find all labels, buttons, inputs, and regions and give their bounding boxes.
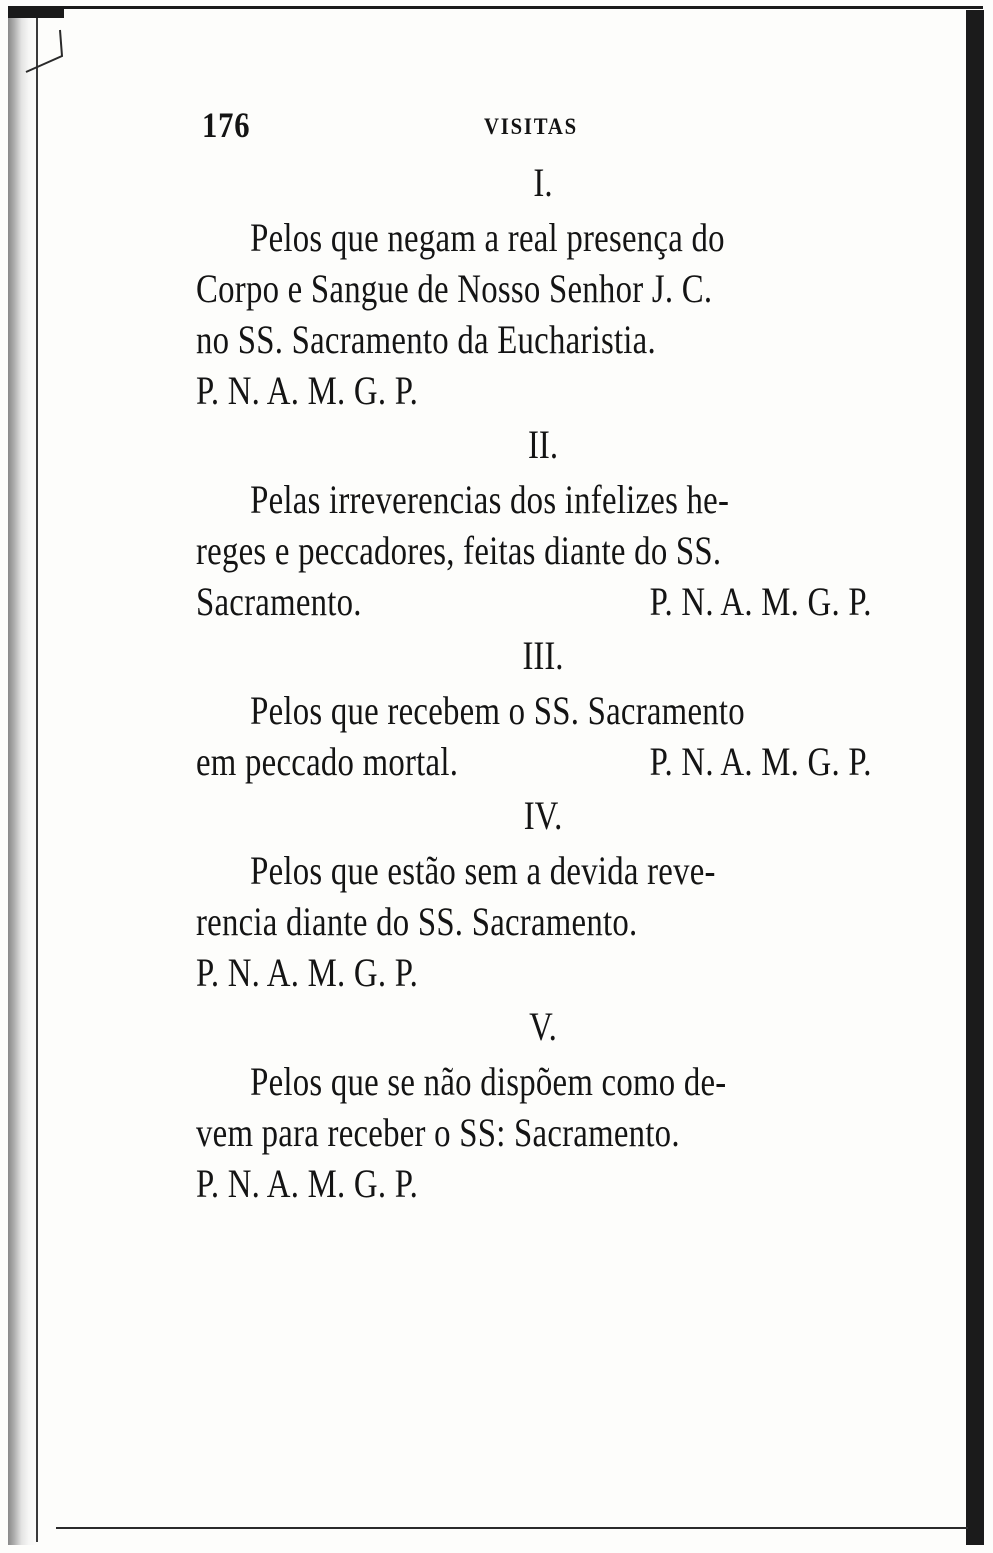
text-line-with-initials: [196, 576, 872, 627]
section-numeral: V.: [529, 1004, 557, 1049]
text-line: Pelos que negam a real presença do: [250, 215, 725, 260]
binding-shadow: [8, 10, 38, 1545]
section-text: [196, 845, 872, 998]
bottom-page-edge: [56, 1527, 968, 1529]
running-head: [196, 100, 872, 154]
text-line: vem para receber o SS: Sacramento.: [196, 1110, 680, 1155]
top-page-edge: [8, 6, 983, 9]
prayer-initials: P. N. A. M. G. P.: [649, 739, 872, 784]
prayer-initials: P. N. A. M. G. P.: [196, 368, 419, 413]
text-line: Corpo e Sangue de Nosso Senhor J. C.: [196, 266, 713, 311]
page-fold-mark: [24, 26, 66, 74]
page-content: [196, 100, 872, 1209]
left-page-edge: [36, 12, 38, 1542]
prayer-initials: P. N. A. M. G. P.: [196, 1161, 419, 1206]
section-text: [196, 474, 872, 627]
text-line: Pelos que recebem o SS. Sacramento: [250, 688, 745, 733]
section-text: [196, 685, 872, 787]
text-line: reges e peccadores, feitas diante do SS.: [196, 528, 722, 573]
right-page-edge: [966, 10, 984, 1545]
section-v: [196, 998, 872, 1209]
section-numeral: III.: [522, 633, 564, 678]
text-line: no SS. Sacramento da Eucharistia.: [196, 317, 656, 362]
section-numeral: IV.: [523, 793, 563, 838]
text-line-with-initials: [196, 736, 872, 787]
section-numeral: I.: [533, 160, 553, 205]
top-corner-mark: [8, 6, 64, 18]
prayer-initials: P. N. A. M. G. P.: [649, 579, 872, 624]
prayer-initials: P. N. A. M. G. P.: [196, 950, 419, 995]
text-line: rencia diante do SS. Sacramento.: [196, 899, 638, 944]
text-line: Pelos que estão sem a devida reve-: [250, 848, 716, 893]
section-i: [196, 154, 872, 416]
section-iii: [196, 627, 872, 787]
text-line: em peccado mortal.: [196, 739, 459, 784]
section-iv: [196, 787, 872, 998]
running-title: VISITAS: [484, 114, 578, 139]
section-numeral: II.: [527, 422, 559, 467]
section-text: [196, 1056, 872, 1209]
text-line: Pelos que se não dispõem como de-: [250, 1059, 727, 1104]
section-text: [196, 212, 872, 416]
page-number: 176: [202, 105, 251, 145]
section-ii: [196, 416, 872, 627]
text-line: Pelas irreverencias dos infelizes he-: [250, 477, 730, 522]
text-line: Sacramento.: [196, 579, 362, 624]
